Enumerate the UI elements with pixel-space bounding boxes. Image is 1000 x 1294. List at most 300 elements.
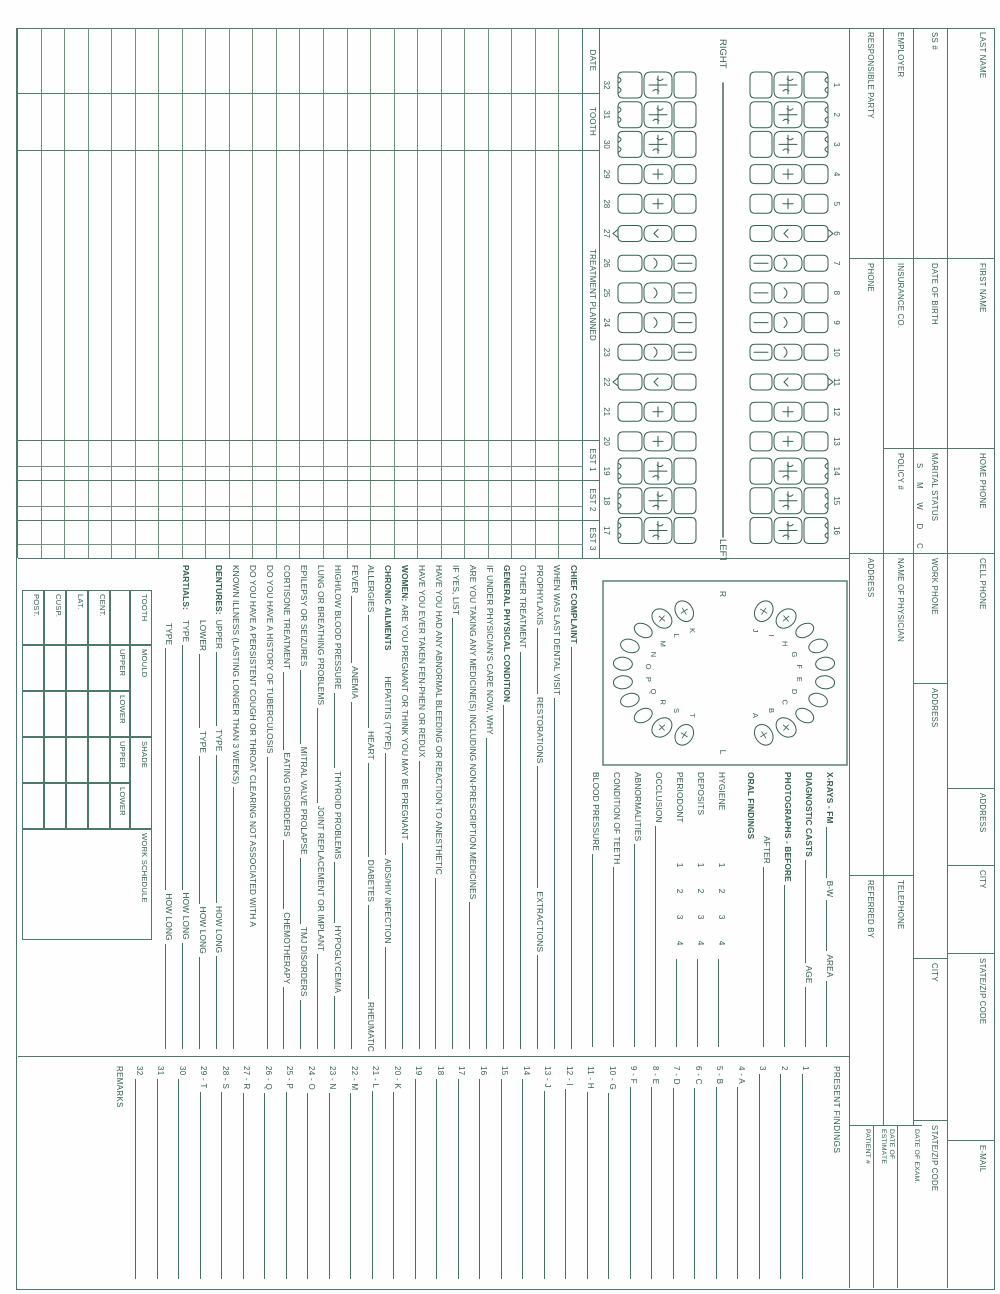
line-text: EATING DISORDERS <box>281 752 292 837</box>
write-in-line <box>385 947 388 1049</box>
table-line <box>582 28 583 558</box>
write-in-line <box>827 900 830 951</box>
write-in-line <box>781 1074 784 1279</box>
svg-text:8: 8 <box>832 290 841 296</box>
treatment-column-header: TOOTH <box>588 107 597 136</box>
write-in-line <box>630 1087 633 1279</box>
scale-number: 4 <box>675 940 685 946</box>
write-in-line <box>486 738 489 1049</box>
question-line <box>316 565 333 1052</box>
finding-number: 3 <box>758 1066 768 1071</box>
line-text: LUNG OR BREATHING PROBLEMS <box>315 565 326 706</box>
xray-line <box>825 772 846 1050</box>
lab-data-cell <box>66 783 88 829</box>
remarks-label: REMARKS <box>115 1066 124 1108</box>
question-line <box>569 565 586 1052</box>
svg-text:14: 14 <box>832 466 841 476</box>
present-finding-row <box>392 1058 414 1288</box>
svg-text:2: 2 <box>832 112 841 117</box>
present-finding-row <box>801 1058 823 1288</box>
oral-findings-line <box>591 772 612 1050</box>
present-finding-row <box>435 1058 457 1288</box>
right-label: RIGHT <box>717 39 728 69</box>
svg-text:1: 1 <box>832 82 841 88</box>
write-in-line <box>716 1087 719 1279</box>
finding-number: 8 - E <box>651 1066 660 1085</box>
line-text: DIAGNOSTIC CASTS <box>804 772 814 857</box>
header-field-label: DATE OF BIRTH <box>930 263 939 325</box>
line-text: JOINT REPLACEMENT OR IMPLANT <box>315 805 326 952</box>
write-in-line <box>437 1079 440 1280</box>
treatment-column-header: DATE <box>588 49 597 72</box>
finding-number: 25 - P <box>285 1066 295 1090</box>
header-field-label: CITY <box>930 963 939 982</box>
medical-history-questions <box>162 565 586 1052</box>
lab-data-cell <box>88 737 110 783</box>
write-in-line <box>329 1093 332 1279</box>
write-in-line <box>286 1092 289 1279</box>
write-in-line <box>199 654 202 728</box>
write-in-line <box>635 844 638 1047</box>
svg-text:S: S <box>672 707 682 713</box>
treatment-column-header: EST 2 <box>588 488 597 512</box>
work-schedule-box: WORK SCHEDULE <box>22 829 152 940</box>
xray-line <box>762 772 783 1050</box>
table-line <box>276 28 277 558</box>
question-line <box>535 565 552 1052</box>
present-finding-row <box>543 1058 565 1288</box>
lab-data-cell <box>88 783 110 829</box>
header-field-label: FIRST NAME <box>978 263 987 313</box>
header-field <box>850 28 883 258</box>
present-finding-row <box>371 1058 393 1288</box>
table-line <box>229 28 230 558</box>
lab-blank <box>110 590 130 645</box>
line-text: HEPATITIS (TYPE) <box>383 676 394 751</box>
svg-text:L: L <box>718 749 728 755</box>
svg-text:4: 4 <box>832 171 841 177</box>
write-in-line <box>480 1079 483 1280</box>
oral-scale-row <box>675 772 696 1050</box>
write-in-line <box>520 652 523 1049</box>
present-finding-row <box>156 1058 178 1288</box>
xray-line <box>783 772 804 1050</box>
line-text: KNOWN ILLNESS (LASTING LONGER THAN 3 WEEKS) <box>231 565 242 785</box>
write-in-line <box>501 1079 504 1280</box>
present-finding-row <box>478 1058 500 1288</box>
finding-number: 12 - I <box>565 1066 574 1087</box>
permanent-tooth-chart <box>598 25 850 560</box>
lab-mould-header: MOULD <box>130 645 152 737</box>
lab-data-cell <box>22 691 44 737</box>
table-line <box>135 28 136 558</box>
write-in-line <box>182 943 185 1049</box>
lab-row-label: CUSP. <box>44 590 66 645</box>
finding-number: 14 <box>522 1066 531 1076</box>
table-line <box>205 28 206 558</box>
line-text: HYPOGLYCEMIA <box>332 925 343 994</box>
line-text: RESTORATIONS <box>535 696 546 764</box>
finding-number: 5 - B <box>715 1066 725 1085</box>
finding-number: 2 <box>780 1066 789 1071</box>
line-text: EXTRACTIONS <box>535 891 546 953</box>
line-text: ALLERGIES <box>366 565 377 613</box>
line-text: RHEUMATIC <box>366 1001 377 1052</box>
lab-data-cell <box>66 691 88 737</box>
line-text: CHIEF COMPLAINT <box>569 565 580 644</box>
table-line <box>488 28 489 558</box>
scale-number: 1 <box>696 862 706 868</box>
line-text: DO YOU HAVE A HISTORY OF TUBERCULOSIS <box>265 565 276 754</box>
finding-number: 1 <box>801 1066 811 1071</box>
header-field <box>948 28 995 258</box>
lab-lower: LOWER <box>110 783 130 829</box>
finding-number: 4 - A <box>737 1066 746 1084</box>
write-in-line <box>695 1088 698 1279</box>
lab-data-cell <box>66 645 88 691</box>
question-line <box>400 565 417 1052</box>
lab-upper: UPPER <box>110 737 130 783</box>
write-in-line <box>199 957 202 1049</box>
svg-text:18: 18 <box>602 496 611 506</box>
write-in-line <box>283 672 286 749</box>
denture-lab-table <box>22 590 152 940</box>
svg-text:J: J <box>751 628 761 633</box>
oral-findings-line <box>654 772 675 1050</box>
oral-findings-title: ORAL FINDINGS <box>746 772 756 840</box>
svg-text:C: C <box>780 699 790 705</box>
table-line <box>111 28 112 558</box>
write-in-line <box>785 885 788 1047</box>
line-text: PROPHYLAXIS <box>535 565 546 626</box>
write-in-line <box>698 959 701 1047</box>
table-line <box>88 28 89 558</box>
table-line <box>370 28 371 558</box>
exam-date-cell <box>874 1126 898 1288</box>
write-in-line <box>402 843 405 1049</box>
write-in-line <box>334 996 337 1049</box>
header-field <box>850 875 883 1125</box>
svg-text:K: K <box>687 627 697 634</box>
lab-data-cell <box>66 737 88 783</box>
header-field-label: SS # <box>930 32 939 50</box>
line-text: B-W <box>825 880 835 898</box>
question-line <box>198 565 215 1052</box>
line-text: ARE YOU PREGNANT OR THINK YOU MAY BE PREGNANT <box>400 604 411 840</box>
write-in-line <box>537 766 540 888</box>
header-field-label: POLICY # <box>896 453 905 490</box>
line-text: DIABETES <box>366 859 377 903</box>
svg-text:R: R <box>718 590 728 598</box>
present-finding-row <box>672 1058 694 1288</box>
present-finding-row <box>693 1058 715 1288</box>
svg-text:21: 21 <box>602 407 611 417</box>
lab-row-label: POST. <box>22 590 44 645</box>
svg-text:A: A <box>751 712 761 719</box>
header-field-label: TELEPHONE <box>896 880 905 930</box>
write-in-line <box>435 878 438 1049</box>
header-field <box>850 553 883 875</box>
line-text: IF YES, LIST <box>450 565 461 616</box>
table-line <box>18 506 583 507</box>
svg-text:Q: Q <box>649 688 659 695</box>
finding-number: 7 - D <box>672 1066 682 1085</box>
write-in-line <box>283 987 286 1049</box>
header-field-label: RESPONSIBLE PARTY <box>866 32 875 119</box>
write-in-line <box>182 645 185 889</box>
write-in-line <box>216 956 219 1049</box>
exam-dates-block <box>850 1125 922 1288</box>
line-text: PARTIALS: <box>180 565 191 610</box>
header-field-label: HOME PHONE <box>978 453 987 509</box>
write-in-line <box>738 1087 741 1279</box>
finding-number: 17 <box>457 1066 467 1076</box>
write-in-line <box>165 648 168 890</box>
present-finding-row <box>242 1058 264 1288</box>
write-in-line <box>165 944 168 1049</box>
treatment-column-header: EST 3 <box>588 527 597 551</box>
table-line <box>18 466 583 467</box>
finding-number: 10 - G <box>608 1066 617 1091</box>
exam-date-cell <box>850 1126 874 1288</box>
present-finding-row <box>414 1058 436 1288</box>
gap <box>756 772 762 1050</box>
lab-data-cell <box>44 691 66 737</box>
finding-number: 11 - H <box>586 1066 596 1089</box>
present-finding-row <box>758 1058 780 1288</box>
svg-text:I: I <box>766 634 776 637</box>
lab-data-cell <box>22 645 44 691</box>
header-field-label: STATE/ZIP CODE <box>978 958 987 1025</box>
treatment-column-header: TREATMENT PLANNED <box>588 248 597 342</box>
scale-number: 2 <box>675 888 685 894</box>
present-finding-row <box>457 1058 479 1288</box>
table-line <box>417 28 418 558</box>
write-in-line <box>652 1087 655 1279</box>
write-in-line <box>827 981 830 1047</box>
line-text: CORTISONE TREATMENT <box>281 565 292 670</box>
svg-text:E: E <box>794 676 804 682</box>
line-text: GENERAL PHYSICAL CONDITION <box>501 565 512 703</box>
write-in-line <box>719 959 722 1047</box>
line-text: TYPE <box>197 730 208 754</box>
line-text: WHEN WAS LAST DENTAL VISIT <box>552 565 563 696</box>
svg-text:17: 17 <box>602 526 611 535</box>
write-in-line <box>537 628 540 694</box>
header-field <box>948 865 995 953</box>
line-text: AGE <box>804 965 814 984</box>
header-field-label: CELL PHONE <box>978 558 987 610</box>
write-in-line <box>368 905 371 999</box>
question-line <box>468 565 485 1052</box>
write-in-line <box>300 1000 303 1049</box>
primary-chart-svg <box>602 580 848 766</box>
oral-scale-label: DEPOSITS <box>696 772 706 816</box>
question-line <box>417 565 434 1052</box>
line-text: HOW LONG <box>163 893 174 941</box>
finding-number: 28 - S <box>221 1066 230 1090</box>
present-finding-row <box>779 1058 801 1288</box>
write-in-line <box>334 862 337 922</box>
oral-scale-label: PERIODONT <box>675 772 685 823</box>
svg-text:25: 25 <box>602 288 611 298</box>
header-field <box>914 28 947 258</box>
write-in-line <box>587 1092 590 1279</box>
write-in-line <box>566 1089 569 1279</box>
line-text: THYROID PROBLEMS <box>332 771 343 860</box>
write-in-line <box>419 761 422 1049</box>
scale-number: 1 <box>675 862 685 868</box>
oral-findings-line <box>612 772 633 1050</box>
table-line <box>464 28 465 558</box>
write-in-line <box>372 1091 375 1279</box>
marital-option: S <box>915 463 924 469</box>
question-line <box>214 565 231 1052</box>
write-in-line <box>806 987 809 1047</box>
tooth-chart-svg <box>598 25 850 560</box>
write-in-line <box>351 596 354 663</box>
oral-scale-label: HYGIENE <box>717 772 727 811</box>
scale-number: 3 <box>717 914 727 920</box>
header-field-label: WORK PHONE <box>930 558 939 615</box>
table-line <box>18 440 600 441</box>
write-in-line <box>334 693 337 768</box>
present-finding-row <box>199 1058 221 1288</box>
line-text: ARE YOU TAKING ANY MEDICINE(S) INCLUDING NON-PRESCRIPTION MEDICINES <box>467 565 478 900</box>
header-field-label: ADDRESS <box>978 793 987 833</box>
svg-text:H: H <box>780 641 790 647</box>
svg-text:27: 27 <box>602 229 611 238</box>
header-row <box>850 28 884 1125</box>
line-text: HOW LONG <box>197 906 208 954</box>
write-in-line <box>827 827 830 878</box>
header-field-label: REFERRED BY <box>866 880 875 939</box>
line-text: WOMEN: <box>400 565 411 602</box>
write-in-line <box>351 702 354 1049</box>
table-line <box>535 28 536 558</box>
header-field <box>914 553 947 683</box>
line-text: MITRAL VALVE PROLAPSE <box>298 746 309 855</box>
svg-text:F: F <box>794 664 804 669</box>
header-field-label: NAME OF PHYSICIAN <box>896 558 905 642</box>
svg-text:29: 29 <box>602 169 611 179</box>
present-finding-row <box>177 1058 199 1288</box>
header-field <box>948 953 995 1140</box>
header-field <box>884 875 913 1125</box>
line-text: FEVER <box>349 565 360 594</box>
line-text: HAVE YOU HAD ANY ABNORMAL BLEEDING OR REACTION TO ANESTHETIC <box>433 565 444 875</box>
write-in-line <box>317 954 320 1049</box>
write-in-line <box>544 1091 547 1279</box>
header-field <box>884 553 913 875</box>
oral-findings-line <box>633 772 654 1050</box>
table-line <box>182 28 183 558</box>
present-finding-row <box>263 1058 285 1288</box>
present-finding-row <box>134 1058 156 1288</box>
line-text: CONDITION OF TEETH <box>612 772 622 865</box>
svg-text:28: 28 <box>602 199 611 209</box>
present-finding-row <box>328 1058 350 1288</box>
question-line <box>333 565 350 1052</box>
lab-data-cell <box>44 645 66 691</box>
line-text: TMJ DISORDERS <box>298 926 309 997</box>
finding-number: 22 - M <box>350 1066 359 1091</box>
header-field-label: ADDRESS <box>930 688 939 728</box>
svg-text:24: 24 <box>602 318 611 328</box>
header-row <box>948 28 995 1288</box>
table-line <box>17 28 18 558</box>
present-finding-row <box>500 1058 522 1288</box>
line-text: HOW LONG <box>214 905 225 954</box>
lab-data-cell <box>22 783 44 829</box>
write-in-line <box>233 787 236 1049</box>
left-label: LEFT <box>717 539 728 560</box>
table-line <box>18 480 600 481</box>
header-field-label: PHONE <box>866 263 875 292</box>
marital-option: W <box>915 502 924 510</box>
finding-number: 29 - T <box>199 1066 209 1089</box>
question-line <box>366 565 383 1052</box>
scale-number: 4 <box>717 940 727 946</box>
table-line <box>18 520 600 521</box>
primary-tooth-chart <box>602 580 848 766</box>
header-field <box>884 258 913 448</box>
lab-lower: LOWER <box>110 691 130 737</box>
scale-number: 2 <box>717 888 727 894</box>
svg-text:3: 3 <box>832 142 841 147</box>
marital-option: M <box>915 482 924 489</box>
line-text: UPPER <box>214 619 225 650</box>
write-in-line <box>136 1079 139 1280</box>
exam-date-label: DATE OF ESTIMATE <box>880 1129 895 1165</box>
oral-scale-row <box>696 772 717 1050</box>
table-line <box>323 28 324 558</box>
line-text: DO YOU HAVE A PERSISTENT COUGH OR THROAT CLEARING NOT ASSOCIATED WITH A <box>248 565 259 928</box>
line-text: AREA <box>825 954 835 978</box>
write-in-line <box>554 698 557 1049</box>
line-text: PHOTOGRAPHS - BEFORE <box>783 772 793 882</box>
xray-and-oral-findings <box>576 772 846 1050</box>
lab-tooth-header: TOOTH <box>130 590 152 645</box>
svg-text:20: 20 <box>602 436 611 446</box>
present-finding-row <box>285 1058 307 1288</box>
line-text: LOWER <box>197 620 208 652</box>
svg-text:11: 11 <box>832 377 841 387</box>
finding-number: 31 <box>156 1066 166 1076</box>
table-line <box>18 150 600 151</box>
finding-number: 19 <box>414 1066 424 1076</box>
svg-text:32: 32 <box>602 80 611 90</box>
scale-number: 3 <box>696 914 706 920</box>
line-text: ANEMIA <box>349 666 360 699</box>
table-line <box>252 28 253 558</box>
svg-text:15: 15 <box>832 496 841 506</box>
finding-number: 13 - J <box>543 1066 553 1088</box>
scale-number: 4 <box>696 940 706 946</box>
svg-text:7: 7 <box>832 260 841 266</box>
svg-text:23: 23 <box>602 347 611 357</box>
line-text: HEART <box>366 731 377 760</box>
write-in-line <box>593 854 596 1047</box>
svg-text:N: N <box>649 651 659 658</box>
lab-data-cell <box>22 737 44 783</box>
present-finding-row <box>349 1058 371 1288</box>
line-text: DENTURES: <box>214 565 225 615</box>
write-in-line <box>300 858 303 924</box>
svg-text:R: R <box>658 699 668 705</box>
svg-text:6: 6 <box>832 231 841 236</box>
finding-number: 26 - Q <box>264 1066 273 1091</box>
